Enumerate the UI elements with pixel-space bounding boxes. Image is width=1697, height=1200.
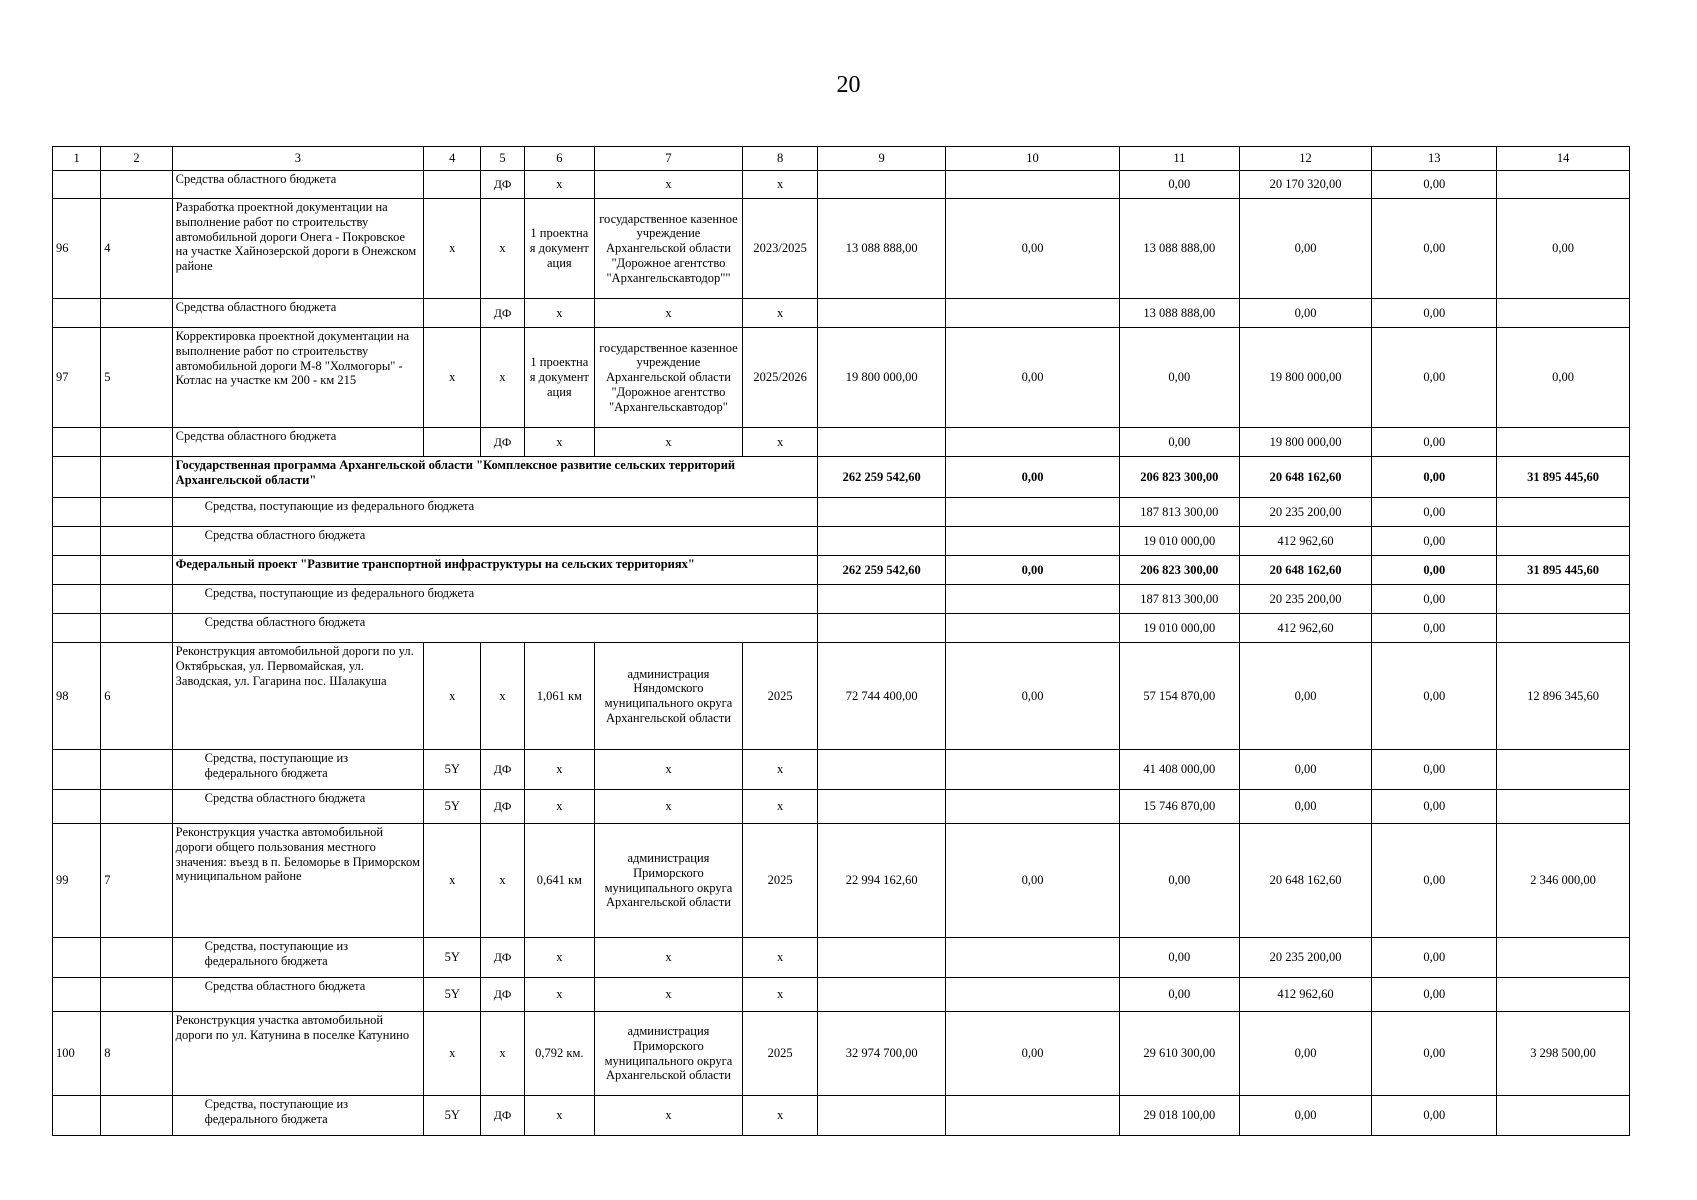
value-cell: 0,00 bbox=[1372, 790, 1497, 824]
empty-cell bbox=[946, 585, 1120, 614]
value-cell: 29 610 300,00 bbox=[1120, 1012, 1240, 1096]
total-value-cell: 20 648 162,60 bbox=[1239, 556, 1372, 585]
object-name-cell: Реконструкция участка автомобильной дороги по ул. Катунина в поселке Катунино bbox=[172, 1012, 423, 1096]
empty-cell bbox=[53, 750, 101, 790]
value-cell: 0,00 bbox=[1372, 428, 1497, 457]
item-row bbox=[53, 1012, 1630, 1096]
row-subnumber-cell: 4 bbox=[101, 199, 172, 299]
fund-code-cell: ДФ bbox=[481, 428, 524, 457]
empty-cell bbox=[53, 978, 101, 1012]
value-cell: 0,00 bbox=[1372, 328, 1497, 428]
empty-cell bbox=[53, 938, 101, 978]
funding-source-row bbox=[53, 750, 1630, 790]
value-cell bbox=[1497, 299, 1630, 328]
empty-cell bbox=[946, 614, 1120, 643]
value-cell bbox=[1497, 428, 1630, 457]
object-name-cell: Корректировка проектной документации на выполнение работ по строительству автомобильной дороги М-8 "Холмогоры" - Котлас на участке км 200 - км 215 bbox=[172, 328, 423, 428]
value-cell: х bbox=[742, 1096, 817, 1136]
value-cell: 32 974 700,00 bbox=[818, 1012, 946, 1096]
value-cell: 0,00 bbox=[1372, 171, 1497, 199]
value-cell bbox=[1497, 1096, 1630, 1136]
total-value-cell: 0,00 bbox=[1372, 556, 1497, 585]
fund-code-cell: ДФ bbox=[481, 790, 524, 824]
total-value-cell: 0,00 bbox=[1372, 457, 1497, 498]
empty-cell bbox=[101, 457, 172, 498]
value-cell: 57 154 870,00 bbox=[1120, 643, 1240, 750]
value-cell: х bbox=[595, 171, 743, 199]
empty-cell bbox=[53, 171, 101, 199]
value-cell: 29 018 100,00 bbox=[1120, 1096, 1240, 1136]
object-name-cell: Реконструкция автомобильной дороги по ул. Октябрьская, ул. Первомайская, ул. Заводская, ул. Гагарина пос. Шалакуша bbox=[172, 643, 423, 750]
value-cell bbox=[1497, 938, 1630, 978]
program-title-cell: Федеральный проект "Развитие транспортной инфраструктуры на сельских территориях" bbox=[172, 556, 818, 585]
value-cell: 0,00 bbox=[1372, 1096, 1497, 1136]
value-cell: х bbox=[424, 1012, 481, 1096]
value-cell: 2025 bbox=[742, 643, 817, 750]
value-cell: 20 170 320,00 bbox=[1239, 171, 1372, 199]
total-value-cell: 262 259 542,60 bbox=[818, 457, 946, 498]
value-cell: 0,00 bbox=[946, 824, 1120, 938]
value-cell: х bbox=[424, 643, 481, 750]
value-cell: х bbox=[524, 428, 594, 457]
value-cell bbox=[424, 299, 481, 328]
page-number: 20 bbox=[836, 72, 861, 98]
funding-source-row bbox=[53, 938, 1630, 978]
empty-cell bbox=[101, 585, 172, 614]
value-cell bbox=[946, 750, 1120, 790]
value-cell: 0,00 bbox=[1372, 585, 1497, 614]
empty-cell bbox=[818, 585, 946, 614]
empty-cell bbox=[101, 299, 172, 328]
funding-source-label: Средства областного бюджета bbox=[172, 527, 818, 556]
value-cell: х bbox=[481, 1012, 524, 1096]
empty-cell bbox=[101, 171, 172, 199]
value-cell bbox=[946, 428, 1120, 457]
value-cell bbox=[1497, 498, 1630, 527]
value-cell bbox=[818, 750, 946, 790]
value-cell: 0,00 bbox=[1120, 171, 1240, 199]
header-cell: 1 bbox=[53, 147, 101, 171]
header-cell: 14 bbox=[1497, 147, 1630, 171]
value-cell: х bbox=[524, 790, 594, 824]
object-name-cell: Разработка проектной документации на выполнение работ по строительству автомобильной дороги Онега - Покровское на участке Хайнозерской дороги в Онежском районе bbox=[172, 199, 423, 299]
value-cell: 2025/2026 bbox=[742, 328, 817, 428]
row-subnumber-cell: 5 bbox=[101, 328, 172, 428]
empty-cell bbox=[101, 1096, 172, 1136]
value-cell: 1,061 км bbox=[524, 643, 594, 750]
empty-cell bbox=[946, 498, 1120, 527]
value-cell: 0,00 bbox=[1372, 299, 1497, 328]
empty-cell bbox=[53, 527, 101, 556]
value-cell bbox=[946, 299, 1120, 328]
header-cell: 8 bbox=[742, 147, 817, 171]
value-cell: 0,00 bbox=[1120, 824, 1240, 938]
object-name-cell: Реконструкция участка автомобильной дороги общего пользования местного значения: въезд в п. Беломорье в Приморском муниципальном районе bbox=[172, 824, 423, 938]
empty-cell bbox=[818, 614, 946, 643]
empty-cell bbox=[101, 938, 172, 978]
value-cell bbox=[1497, 527, 1630, 556]
empty-cell bbox=[101, 750, 172, 790]
value-cell bbox=[818, 790, 946, 824]
value-cell: 5Y bbox=[424, 1096, 481, 1136]
value-cell: х bbox=[481, 824, 524, 938]
value-cell bbox=[424, 428, 481, 457]
value-cell: государственное казенное учреждение Архангельской области "Дорожное агентство "Архангельскавтодор" bbox=[595, 328, 743, 428]
value-cell: 41 408 000,00 bbox=[1120, 750, 1240, 790]
funding-source-label: Средства, поступающие из федерального бюджета bbox=[172, 750, 423, 790]
total-value-cell: 0,00 bbox=[946, 556, 1120, 585]
value-cell: 13 088 888,00 bbox=[1120, 299, 1240, 328]
header-cell: 11 bbox=[1120, 147, 1240, 171]
row-number-cell: 100 bbox=[53, 1012, 101, 1096]
value-cell: 19 800 000,00 bbox=[1239, 428, 1372, 457]
value-cell: государственное казенное учреждение Архангельской области "Дорожное агентство "Архангельскавтодор"" bbox=[595, 199, 743, 299]
funding-source-row bbox=[53, 978, 1630, 1012]
value-cell: х bbox=[595, 428, 743, 457]
value-cell: х bbox=[524, 938, 594, 978]
value-cell: х bbox=[595, 938, 743, 978]
row-subnumber-cell: 7 bbox=[101, 824, 172, 938]
funding-source-label: Средства областного бюджета bbox=[172, 171, 423, 199]
value-cell: 0,00 bbox=[1239, 1012, 1372, 1096]
row-number-cell: 99 bbox=[53, 824, 101, 938]
row-number-cell: 98 bbox=[53, 643, 101, 750]
value-cell: 0,641 км bbox=[524, 824, 594, 938]
value-cell: 0,00 bbox=[1497, 328, 1630, 428]
empty-cell bbox=[53, 790, 101, 824]
value-cell: 0,00 bbox=[1372, 199, 1497, 299]
value-cell: х bbox=[742, 299, 817, 328]
value-cell: 0,00 bbox=[1239, 1096, 1372, 1136]
value-cell bbox=[946, 938, 1120, 978]
value-cell: х bbox=[524, 299, 594, 328]
header-cell: 5 bbox=[481, 147, 524, 171]
table-body bbox=[53, 147, 1630, 1136]
total-value-cell: 31 895 445,60 bbox=[1497, 556, 1630, 585]
total-value-cell: 206 823 300,00 bbox=[1120, 556, 1240, 585]
value-cell: 5Y bbox=[424, 750, 481, 790]
funding-source-label: Средства, поступающие из федерального бюджета bbox=[172, 1096, 423, 1136]
value-cell: 22 994 162,60 bbox=[818, 824, 946, 938]
value-cell: 19 010 000,00 bbox=[1120, 527, 1240, 556]
value-cell: 0,00 bbox=[1239, 750, 1372, 790]
value-cell: 0,00 bbox=[1239, 299, 1372, 328]
funding-source-label: Средства, поступающие из федерального бюджета bbox=[172, 585, 818, 614]
value-cell: 5Y bbox=[424, 790, 481, 824]
value-cell bbox=[946, 171, 1120, 199]
funding-source-row bbox=[53, 498, 1630, 527]
value-cell: 0,00 bbox=[1372, 938, 1497, 978]
value-cell bbox=[818, 428, 946, 457]
value-cell: 0,00 bbox=[1372, 750, 1497, 790]
value-cell: х bbox=[742, 978, 817, 1012]
value-cell bbox=[1497, 750, 1630, 790]
value-cell: 0,00 bbox=[1372, 1012, 1497, 1096]
total-value-cell: 262 259 542,60 bbox=[818, 556, 946, 585]
item-row bbox=[53, 643, 1630, 750]
value-cell: 13 088 888,00 bbox=[818, 199, 946, 299]
value-cell: администрация Приморского муниципального округа Архангельской области bbox=[595, 824, 743, 938]
value-cell: 412 962,60 bbox=[1239, 614, 1372, 643]
empty-cell bbox=[53, 457, 101, 498]
value-cell: 0,00 bbox=[946, 1012, 1120, 1096]
fund-code-cell: ДФ bbox=[481, 299, 524, 328]
value-cell: 0,00 bbox=[1372, 498, 1497, 527]
value-cell bbox=[1497, 614, 1630, 643]
value-cell: 1 проектна я документ ация bbox=[524, 199, 594, 299]
value-cell: 3 298 500,00 bbox=[1497, 1012, 1630, 1096]
empty-cell bbox=[101, 428, 172, 457]
value-cell: 412 962,60 bbox=[1239, 527, 1372, 556]
value-cell: 0,00 bbox=[1120, 978, 1240, 1012]
header-cell: 3 bbox=[172, 147, 423, 171]
value-cell: администрация Няндомского муниципального округа Архангельской области bbox=[595, 643, 743, 750]
empty-cell bbox=[101, 498, 172, 527]
value-cell: 20 235 200,00 bbox=[1239, 498, 1372, 527]
header-cell: 10 bbox=[946, 147, 1120, 171]
value-cell: х bbox=[481, 643, 524, 750]
funding-source-label: Средства, поступающие из федерального бюджета bbox=[172, 498, 818, 527]
value-cell: 2025 bbox=[742, 824, 817, 938]
row-subnumber-cell: 6 bbox=[101, 643, 172, 750]
value-cell: администрация Приморского муниципального округа Архангельской области bbox=[595, 1012, 743, 1096]
fund-code-cell: ДФ bbox=[481, 938, 524, 978]
value-cell bbox=[946, 790, 1120, 824]
empty-cell bbox=[818, 527, 946, 556]
fund-code-cell: ДФ bbox=[481, 1096, 524, 1136]
empty-cell bbox=[101, 790, 172, 824]
value-cell bbox=[818, 299, 946, 328]
fund-code-cell: ДФ bbox=[481, 978, 524, 1012]
empty-cell bbox=[53, 299, 101, 328]
value-cell: 0,00 bbox=[1120, 938, 1240, 978]
value-cell: 12 896 345,60 bbox=[1497, 643, 1630, 750]
value-cell: 0,00 bbox=[1372, 978, 1497, 1012]
funding-source-row bbox=[53, 527, 1630, 556]
header-cell: 2 bbox=[101, 147, 172, 171]
value-cell: 0,792 км. bbox=[524, 1012, 594, 1096]
value-cell bbox=[946, 978, 1120, 1012]
funding-source-row bbox=[53, 171, 1630, 199]
value-cell bbox=[818, 978, 946, 1012]
value-cell: х bbox=[524, 978, 594, 1012]
value-cell: х bbox=[524, 171, 594, 199]
value-cell: 5Y bbox=[424, 938, 481, 978]
value-cell: 2023/2025 bbox=[742, 199, 817, 299]
value-cell: 187 813 300,00 bbox=[1120, 585, 1240, 614]
value-cell: х bbox=[742, 938, 817, 978]
value-cell: 0,00 bbox=[946, 643, 1120, 750]
value-cell: 19 010 000,00 bbox=[1120, 614, 1240, 643]
fund-code-cell: ДФ bbox=[481, 171, 524, 199]
value-cell: 2025 bbox=[742, 1012, 817, 1096]
value-cell: х bbox=[742, 790, 817, 824]
empty-cell bbox=[101, 556, 172, 585]
value-cell: х bbox=[424, 824, 481, 938]
header-cell: 13 bbox=[1372, 147, 1497, 171]
empty-cell bbox=[101, 978, 172, 1012]
empty-cell bbox=[101, 527, 172, 556]
program-title-cell: Государственная программа Архангельской области "Комплексное развитие сельских территорий Архангельской области" bbox=[172, 457, 818, 498]
value-cell: 0,00 bbox=[1239, 199, 1372, 299]
value-cell: 2 346 000,00 bbox=[1497, 824, 1630, 938]
value-cell: 72 744 400,00 bbox=[818, 643, 946, 750]
value-cell: х bbox=[481, 199, 524, 299]
item-row bbox=[53, 328, 1630, 428]
value-cell: х bbox=[595, 299, 743, 328]
funding-source-label: Средства областного бюджета bbox=[172, 428, 423, 457]
value-cell bbox=[1497, 790, 1630, 824]
total-value-cell: 0,00 bbox=[946, 457, 1120, 498]
value-cell: 0,00 bbox=[1372, 824, 1497, 938]
value-cell: 0,00 bbox=[1120, 428, 1240, 457]
empty-cell bbox=[818, 498, 946, 527]
funding-source-row bbox=[53, 428, 1630, 457]
header-cell: 9 bbox=[818, 147, 946, 171]
empty-cell bbox=[101, 614, 172, 643]
item-row bbox=[53, 824, 1630, 938]
value-cell: х bbox=[524, 750, 594, 790]
total-row bbox=[53, 556, 1630, 585]
value-cell bbox=[946, 1096, 1120, 1136]
value-cell: 0,00 bbox=[1372, 614, 1497, 643]
value-cell: 0,00 bbox=[1497, 199, 1630, 299]
row-number-cell: 97 bbox=[53, 328, 101, 428]
value-cell: 5Y bbox=[424, 978, 481, 1012]
value-cell bbox=[818, 938, 946, 978]
value-cell bbox=[818, 1096, 946, 1136]
funding-source-label: Средства областного бюджета bbox=[172, 978, 423, 1012]
value-cell: 20 648 162,60 bbox=[1239, 824, 1372, 938]
funding-source-row bbox=[53, 614, 1630, 643]
value-cell bbox=[818, 171, 946, 199]
value-cell: х bbox=[424, 199, 481, 299]
value-cell: 0,00 bbox=[1372, 527, 1497, 556]
row-number-cell: 96 bbox=[53, 199, 101, 299]
value-cell: 0,00 bbox=[946, 328, 1120, 428]
budget-table bbox=[52, 146, 1630, 1136]
value-cell: 19 800 000,00 bbox=[1239, 328, 1372, 428]
item-row bbox=[53, 199, 1630, 299]
value-cell: 13 088 888,00 bbox=[1120, 199, 1240, 299]
value-cell: 412 962,60 bbox=[1239, 978, 1372, 1012]
value-cell: 0,00 bbox=[946, 199, 1120, 299]
value-cell bbox=[1497, 978, 1630, 1012]
value-cell: х bbox=[424, 328, 481, 428]
empty-cell bbox=[53, 498, 101, 527]
empty-cell bbox=[946, 527, 1120, 556]
value-cell bbox=[1497, 585, 1630, 614]
value-cell bbox=[1497, 171, 1630, 199]
value-cell: х bbox=[742, 750, 817, 790]
value-cell: 0,00 bbox=[1239, 643, 1372, 750]
value-cell: 0,00 bbox=[1372, 643, 1497, 750]
funding-source-label: Средства, поступающие из федерального бюджета bbox=[172, 938, 423, 978]
value-cell: 20 235 200,00 bbox=[1239, 585, 1372, 614]
value-cell: х bbox=[595, 750, 743, 790]
empty-cell bbox=[53, 614, 101, 643]
value-cell: 19 800 000,00 bbox=[818, 328, 946, 428]
funding-source-label: Средства областного бюджета bbox=[172, 299, 423, 328]
fund-code-cell: ДФ bbox=[481, 750, 524, 790]
funding-source-row bbox=[53, 790, 1630, 824]
value-cell: х bbox=[595, 790, 743, 824]
funding-source-row bbox=[53, 585, 1630, 614]
value-cell: 0,00 bbox=[1120, 328, 1240, 428]
funding-source-row bbox=[53, 299, 1630, 328]
value-cell: х bbox=[481, 328, 524, 428]
value-cell: х bbox=[595, 978, 743, 1012]
total-value-cell: 206 823 300,00 bbox=[1120, 457, 1240, 498]
empty-cell bbox=[53, 428, 101, 457]
empty-cell bbox=[53, 1096, 101, 1136]
value-cell: 20 235 200,00 bbox=[1239, 938, 1372, 978]
total-row bbox=[53, 457, 1630, 498]
header-cell: 4 bbox=[424, 147, 481, 171]
header-cell: 12 bbox=[1239, 147, 1372, 171]
total-value-cell: 31 895 445,60 bbox=[1497, 457, 1630, 498]
table-header-row bbox=[53, 147, 1630, 171]
empty-cell bbox=[53, 556, 101, 585]
value-cell: 15 746 870,00 bbox=[1120, 790, 1240, 824]
value-cell: 1 проектна я документ ация bbox=[524, 328, 594, 428]
empty-cell bbox=[53, 585, 101, 614]
value-cell: х bbox=[742, 428, 817, 457]
value-cell: 187 813 300,00 bbox=[1120, 498, 1240, 527]
header-cell: 7 bbox=[595, 147, 743, 171]
value-cell bbox=[424, 171, 481, 199]
value-cell: х bbox=[524, 1096, 594, 1136]
total-value-cell: 20 648 162,60 bbox=[1239, 457, 1372, 498]
header-cell: 6 bbox=[524, 147, 594, 171]
row-subnumber-cell: 8 bbox=[101, 1012, 172, 1096]
value-cell: 0,00 bbox=[1239, 790, 1372, 824]
value-cell: х bbox=[742, 171, 817, 199]
value-cell: х bbox=[595, 1096, 743, 1136]
funding-source-row bbox=[53, 1096, 1630, 1136]
funding-source-label: Средства областного бюджета bbox=[172, 790, 423, 824]
funding-source-label: Средства областного бюджета bbox=[172, 614, 818, 643]
